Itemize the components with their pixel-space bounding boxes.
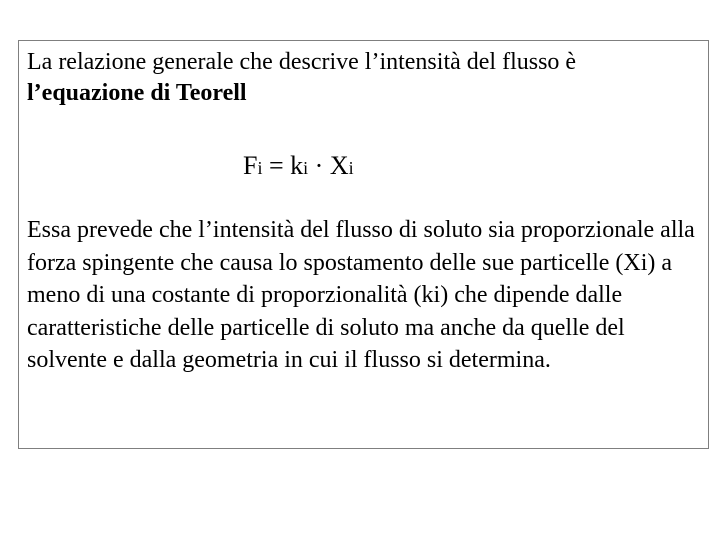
- teorell-equation-label: l’equazione di Teorell: [27, 80, 247, 106]
- formula-equals: =: [262, 151, 291, 180]
- formula-x: X: [329, 151, 349, 180]
- formula-f: F: [243, 151, 258, 180]
- formula-f-subscript: i: [257, 158, 263, 178]
- formula-dot: ·: [308, 151, 330, 180]
- teorell-formula: [243, 150, 354, 184]
- formula-k: k: [290, 151, 304, 180]
- content-frame: [18, 40, 709, 449]
- formula-k-subscript: i: [303, 158, 309, 178]
- explanation-paragraph: Essa prevede che l’intensità del flusso di soluto sia proporzionale alla forza spingente che causa lo spostamento delle sue particelle (Xi) a meno di una costante di proporzionalità (ki) che dipende dalle caratteristiche delle particelle di soluto ma anche da quelle del solvente e dalla geometria in cui il flusso si determina.: [27, 217, 695, 373]
- formula-x-subscript: i: [348, 158, 354, 178]
- intro-text: La relazione generale che descrive l’intensità del flusso è: [27, 49, 577, 75]
- intro-paragraph: [27, 47, 697, 109]
